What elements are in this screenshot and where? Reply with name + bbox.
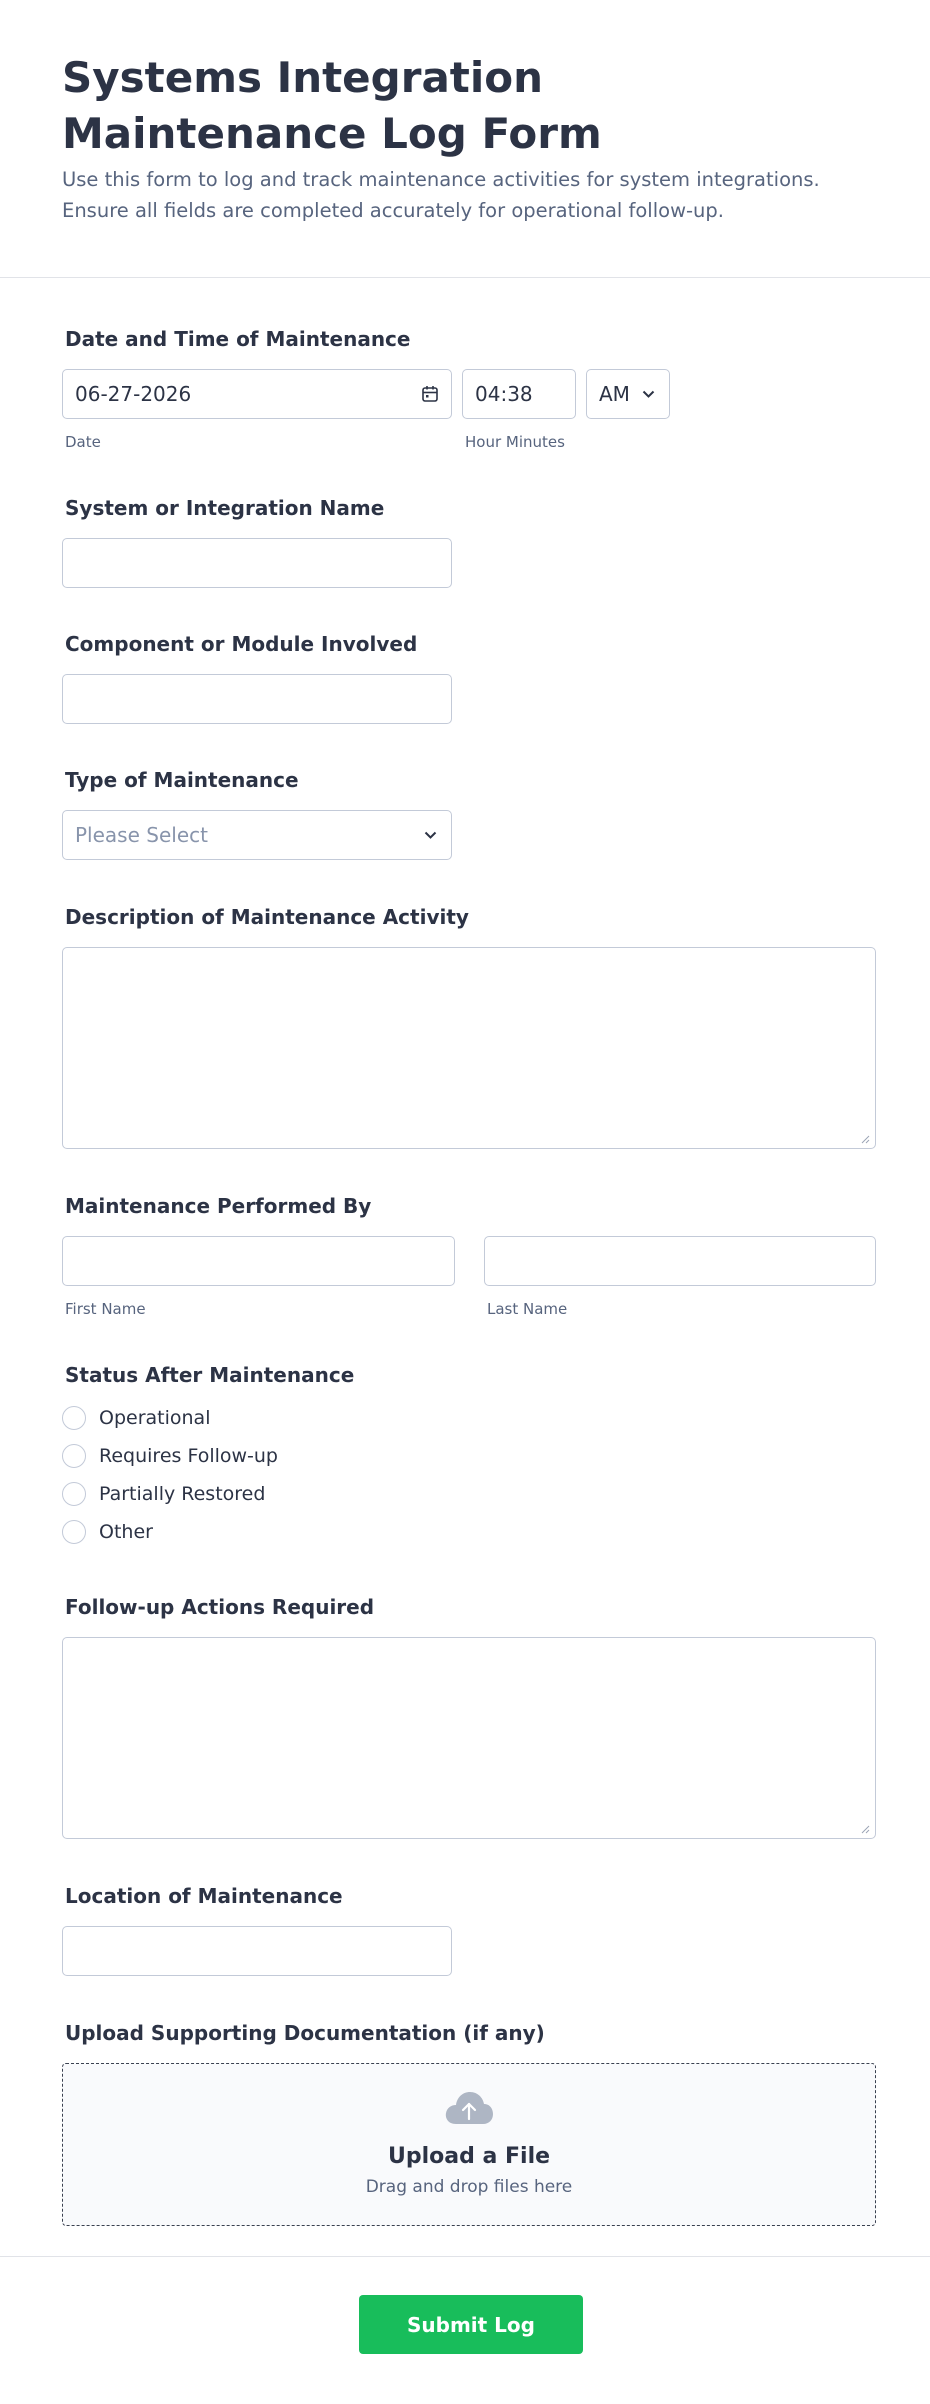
date-input[interactable]	[62, 369, 452, 419]
ampm-select[interactable]	[586, 369, 670, 419]
ampm-value: AM	[599, 382, 630, 406]
chevron-down-icon	[642, 390, 655, 399]
first-name-input[interactable]	[62, 1236, 455, 1286]
time-sublabel: Hour Minutes	[465, 433, 565, 451]
radio-label: Requires Follow-up	[99, 1445, 278, 1467]
radio-button[interactable]	[62, 1520, 86, 1544]
followup-label: Follow-up Actions Required	[65, 1595, 375, 1619]
form-description: Use this form to log and track maintenance activities for system integrations. Ensure all fields are completed accurately for operational follow-up.	[62, 168, 820, 222]
submit-button[interactable]: Submit Log	[359, 2295, 583, 2354]
upload-title: Upload a File	[387, 2144, 551, 2169]
form-footer	[0, 2256, 930, 2404]
date-sublabel: Date	[65, 433, 101, 451]
maintenance-type-select[interactable]	[62, 810, 452, 860]
cloud-upload-icon	[444, 2090, 494, 2126]
resize-handle-icon[interactable]	[860, 1134, 870, 1144]
date-value: 06-27-2026	[75, 382, 192, 406]
description-textarea[interactable]	[62, 947, 876, 1149]
resize-handle-icon[interactable]	[860, 1824, 870, 1834]
radio-button[interactable]	[62, 1482, 86, 1506]
component-input[interactable]	[62, 674, 452, 724]
chevron-down-icon	[424, 831, 437, 840]
description-label: Description of Maintenance Activity	[65, 905, 469, 929]
maintenance-type-label: Type of Maintenance	[65, 768, 299, 792]
maintenance-type-placeholder: Please Select	[75, 823, 208, 847]
form-title: Systems Integration Maintenance Log Form	[62, 53, 602, 158]
system-name-input[interactable]	[62, 538, 452, 588]
last-name-sublabel: Last Name	[487, 1300, 568, 1318]
location-label: Location of Maintenance	[65, 1884, 343, 1908]
system-name-label: System or Integration Name	[65, 496, 385, 520]
radio-label: Other	[99, 1521, 153, 1543]
time-value: 04:38	[475, 382, 533, 406]
time-input[interactable]	[462, 369, 576, 419]
last-name-input[interactable]	[484, 1236, 876, 1286]
form-header	[0, 0, 930, 278]
component-label: Component or Module Involved	[65, 632, 418, 656]
radio-button[interactable]	[62, 1444, 86, 1468]
radio-button[interactable]	[62, 1406, 86, 1430]
upload-subtitle: Drag and drop files here	[365, 2177, 573, 2197]
performed-by-label: Maintenance Performed By	[65, 1194, 372, 1218]
first-name-sublabel: First Name	[65, 1300, 146, 1318]
file-upload-dropzone[interactable]	[62, 2063, 876, 2226]
radio-label: Operational	[99, 1407, 211, 1429]
upload-label: Upload Supporting Documentation (if any)	[65, 2021, 545, 2045]
status-label: Status After Maintenance	[65, 1363, 355, 1387]
datetime-label: Date and Time of Maintenance	[65, 327, 411, 351]
radio-label: Partially Restored	[99, 1483, 266, 1505]
location-input[interactable]	[62, 1926, 452, 1976]
followup-textarea[interactable]	[62, 1637, 876, 1839]
calendar-icon[interactable]	[421, 385, 439, 403]
